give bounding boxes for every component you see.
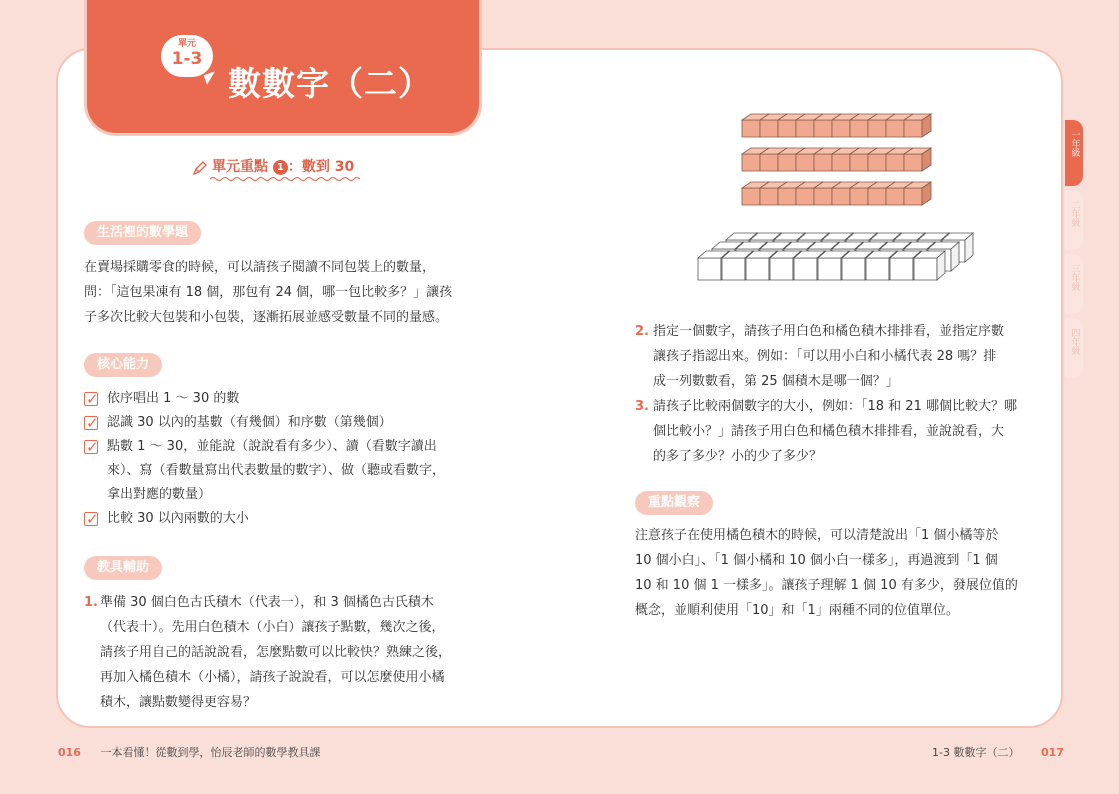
orange-cube bbox=[778, 154, 796, 171]
list-number: 2. bbox=[635, 324, 649, 339]
text-line: 問：「這包果凍有 18 個，那包有 24 個，哪一包比較多？」讓孩 bbox=[84, 285, 453, 300]
list-number: 1. bbox=[84, 595, 98, 610]
orange-cube bbox=[886, 188, 904, 205]
observation-paragraph bbox=[635, 523, 1018, 623]
orange-cube bbox=[796, 154, 814, 171]
orange-cube bbox=[814, 120, 832, 137]
text-line: 個比較小？」請孩子用白色和橘色積木排排看，並說說看，大 bbox=[653, 424, 1005, 439]
core-text: 比較 30 以內兩數的大小 bbox=[107, 511, 249, 526]
orange-cube bbox=[832, 188, 850, 205]
text-line: 注意孩子在使用橘色積木的時候，可以清楚說出「1 個小橘等於 bbox=[635, 528, 999, 543]
orange-cube bbox=[886, 154, 904, 171]
white-cube bbox=[890, 258, 913, 280]
side-tab-grade-2[interactable] bbox=[1065, 190, 1083, 250]
orange-cube bbox=[742, 154, 760, 171]
side-tab-grade-4[interactable] bbox=[1065, 318, 1083, 378]
orange-cube bbox=[850, 120, 868, 137]
core-item bbox=[84, 411, 392, 435]
tools-item-3 bbox=[635, 394, 1017, 469]
white-cube bbox=[842, 258, 865, 280]
life-paragraph bbox=[84, 255, 452, 330]
side-tab-label: 四年級 bbox=[1069, 328, 1080, 355]
focus-number: 1 bbox=[273, 160, 288, 175]
orange-cube bbox=[850, 188, 868, 205]
orange-cube bbox=[904, 120, 922, 137]
core-text: 依序唱出 1 ～ 30 的數 bbox=[107, 391, 240, 406]
text-line: 積木，讓點數變得更容易？ bbox=[100, 695, 257, 710]
section-label-core: 核心能力 bbox=[84, 353, 162, 377]
wavy-underline bbox=[210, 176, 360, 182]
pencil-icon bbox=[192, 160, 208, 176]
text-line: 子多次比較大包裝和小包裝，逐漸拓展並感受數量不同的量感。 bbox=[84, 310, 449, 325]
orange-cube bbox=[742, 188, 760, 205]
checkbox-icon: ✓ bbox=[86, 438, 99, 456]
checkbox-icon: ✓ bbox=[86, 390, 99, 408]
focus-label: 單元重點 bbox=[212, 159, 268, 175]
orange-cube bbox=[814, 188, 832, 205]
focus-topic: ：數到 30 bbox=[287, 159, 355, 175]
side-tab-grade-3[interactable] bbox=[1065, 254, 1083, 314]
side-tab-label: 三年級 bbox=[1069, 264, 1080, 291]
page-title: 數數字（二） bbox=[228, 64, 432, 103]
white-cube bbox=[866, 258, 889, 280]
side-tab-label: 二年級 bbox=[1069, 200, 1080, 227]
core-item bbox=[84, 507, 249, 531]
white-cube bbox=[794, 258, 817, 280]
text-line: 讓孩子指認出來。例如：「可以用小白和小橘代表 28 嗎？排 bbox=[653, 349, 997, 364]
orange-cube bbox=[904, 188, 922, 205]
core-text: 拿出對應的數量） bbox=[107, 487, 212, 502]
orange-cube bbox=[778, 120, 796, 137]
orange-cube bbox=[760, 154, 778, 171]
white-cube bbox=[698, 258, 721, 280]
tools-item-2 bbox=[635, 319, 1004, 394]
orange-cube bbox=[832, 120, 850, 137]
core-text: 來）、寫（看數量寫出代表數量的數字）、做（聽或看數字， bbox=[107, 463, 446, 478]
core-text: 點數 1 ～ 30，並能說（說說看有多少）、讀（看數字讀出 bbox=[107, 439, 437, 454]
chapter-reference: 1-3 數數字（二） bbox=[932, 746, 1020, 759]
orange-cube bbox=[760, 188, 778, 205]
orange-cube bbox=[760, 120, 778, 137]
text-line: 的多了多少？小的少了多少？ bbox=[653, 449, 823, 464]
orange-cube bbox=[868, 188, 886, 205]
section-label-observation: 重點觀察 bbox=[635, 491, 713, 515]
text-line: 概念，並順利使用「10」和「1」兩種不同的位值單位。 bbox=[635, 603, 959, 618]
text-line: 成一列數數看，第 25 個積木是哪一個？」 bbox=[653, 374, 899, 389]
footer-right bbox=[932, 744, 1064, 760]
cuisenaire-blocks-illustration bbox=[695, 108, 985, 284]
section-label-tools: 教具輔助 bbox=[84, 556, 162, 580]
text-line: 指定一個數字，請孩子用白色和橘色積木排排看，並指定序數 bbox=[653, 324, 1005, 339]
text-line: （代表十）。先用白色積木（小白）讓孩子點數，幾次之後， bbox=[100, 620, 445, 635]
white-cube bbox=[914, 258, 937, 280]
tools-item-1 bbox=[84, 590, 451, 715]
text-line: 請孩子用自己的話說說看，怎麼點數可以比較快？熟練之後， bbox=[100, 645, 452, 660]
white-cube bbox=[722, 258, 745, 280]
white-cube bbox=[746, 258, 769, 280]
list-number: 3. bbox=[635, 399, 649, 414]
orange-cube bbox=[868, 120, 886, 137]
checkbox-icon: ✓ bbox=[86, 510, 99, 528]
text-line: 再加入橘色積木（小橘），請孩子說說看，可以怎麼使用小橘 bbox=[100, 670, 445, 685]
core-item bbox=[84, 435, 445, 507]
orange-cube bbox=[742, 120, 760, 137]
text-line: 在賣場採購零食的時候，可以請孩子閱讀不同包裝上的數量， bbox=[84, 260, 436, 275]
page-number-left: 016 bbox=[58, 746, 81, 759]
orange-cube bbox=[796, 188, 814, 205]
text-line: 10 個小白」、「1 個小橘和 10 個小白一樣多」，再過渡到「1 個 bbox=[635, 553, 998, 568]
orange-cube bbox=[832, 154, 850, 171]
text-line: 10 和 10 個 1 一樣多」。讓孩子理解 1 個 10 有多少，發展位值的 bbox=[635, 578, 1018, 593]
unit-number: 1-3 bbox=[171, 49, 203, 69]
text-line: 準備 30 個白色古氏積木（代表一），和 3 個橘色古氏積木 bbox=[100, 595, 434, 610]
orange-cube bbox=[868, 154, 886, 171]
checkbox-icon: ✓ bbox=[86, 414, 99, 432]
white-cube bbox=[818, 258, 841, 280]
orange-cube bbox=[850, 154, 868, 171]
white-cube bbox=[770, 258, 793, 280]
side-tab-grade-1[interactable] bbox=[1065, 120, 1083, 186]
book-title: 一本看懂！從數到學，怡辰老師的數學教具課 bbox=[100, 746, 321, 759]
orange-cube bbox=[904, 154, 922, 171]
section-label-life: 生活裡的數學題 bbox=[84, 221, 201, 245]
unit-badge bbox=[161, 35, 213, 77]
orange-cube bbox=[778, 188, 796, 205]
core-item bbox=[84, 387, 239, 411]
unit-focus bbox=[212, 156, 354, 176]
core-text: 認識 30 以內的基數（有幾個）和序數（第幾個） bbox=[107, 415, 392, 430]
side-tab-label: 一年級 bbox=[1069, 130, 1080, 157]
orange-cube bbox=[886, 120, 904, 137]
orange-cube bbox=[796, 120, 814, 137]
unit-label: 單元 bbox=[177, 39, 196, 49]
text-line: 請孩子比較兩個數字的大小，例如：「18 和 21 哪個比較大？哪 bbox=[653, 399, 1017, 414]
footer-left bbox=[58, 744, 320, 760]
orange-cube bbox=[814, 154, 832, 171]
page-number-right: 017 bbox=[1040, 746, 1064, 759]
